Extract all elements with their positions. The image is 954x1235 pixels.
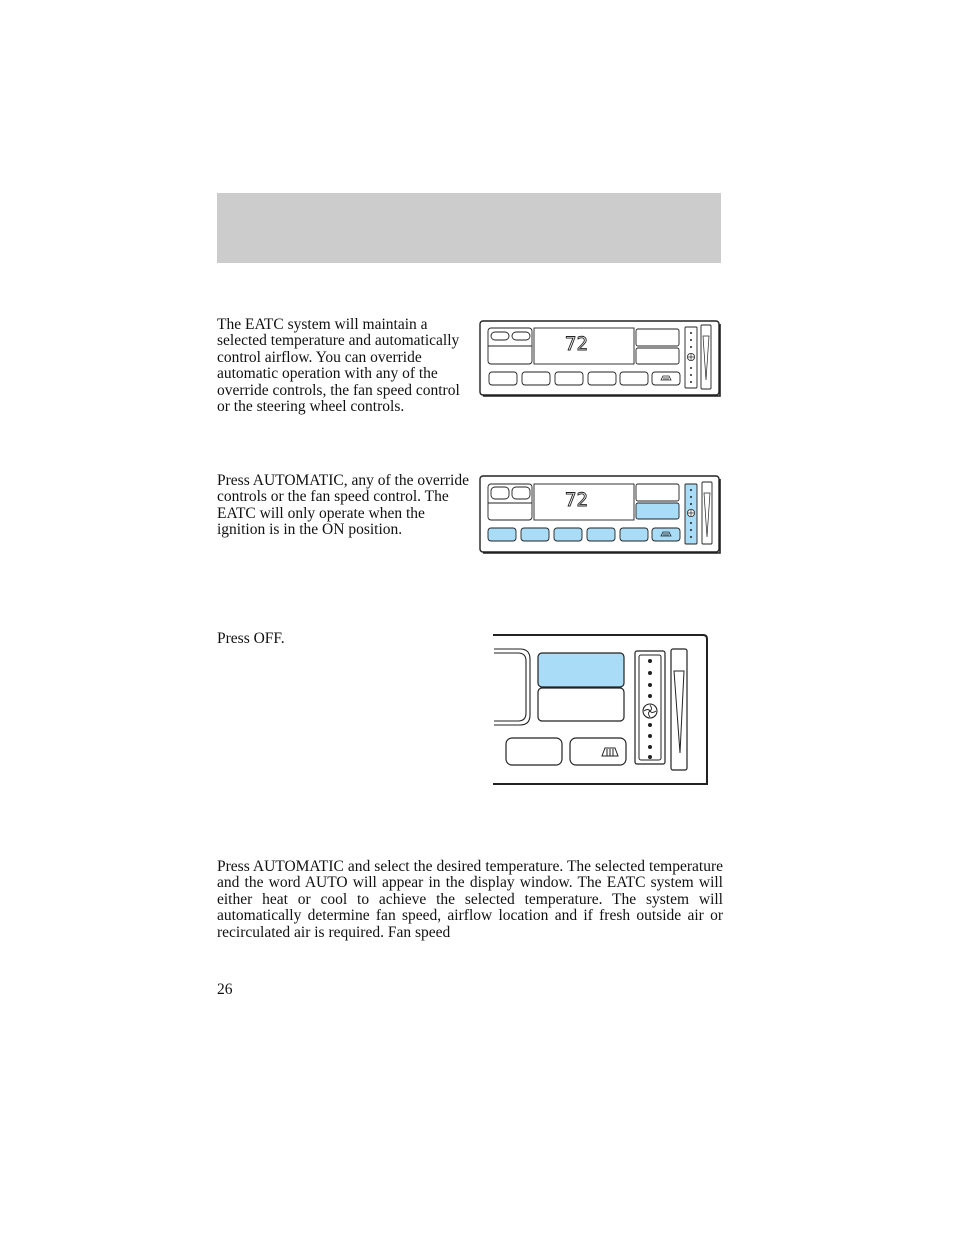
climate-panel-drawing — [479, 320, 723, 398]
page-number: 26 — [217, 981, 233, 998]
temperature-display-readout: 72 — [565, 333, 588, 355]
paragraph-turn-off: Press OFF. — [217, 630, 285, 647]
climate-panel-drawing-highlighted — [479, 475, 723, 555]
fan-icon — [687, 509, 694, 516]
section-header-bar — [217, 193, 721, 263]
climate-panel-closeup-drawing — [490, 633, 710, 788]
paragraph-turn-on: Press AUTOMATIC, any of the override controls or the fan speed control. The EATC will only operate when the ignition is in the ON position. — [217, 472, 469, 539]
fan-icon — [643, 704, 657, 718]
climate-panel-figure-off-closeup — [490, 633, 710, 788]
climate-panel-figure-normal — [479, 320, 723, 398]
temperature-display-readout: 72 — [565, 489, 588, 511]
climate-panel-figure-on-controls — [479, 475, 723, 555]
fan-icon — [687, 353, 694, 360]
paragraph-eatc-intro: The EATC system will maintain a selected temperature and automatically control airflow. You can override automatic operation with any of the override controls, the fan speed control or the steering wheel controls. — [217, 316, 460, 416]
paragraph-automatic-mode: Press AUTOMATIC and select the desired temperature. The selected temperature and the word AUTO will appear in the display window. The EATC system will either heat or cool to achieve the selected temperature. The system will automatically determine fan speed, airflow location and if fresh outside air or recirculated air is required. Fan speed — [217, 858, 723, 941]
